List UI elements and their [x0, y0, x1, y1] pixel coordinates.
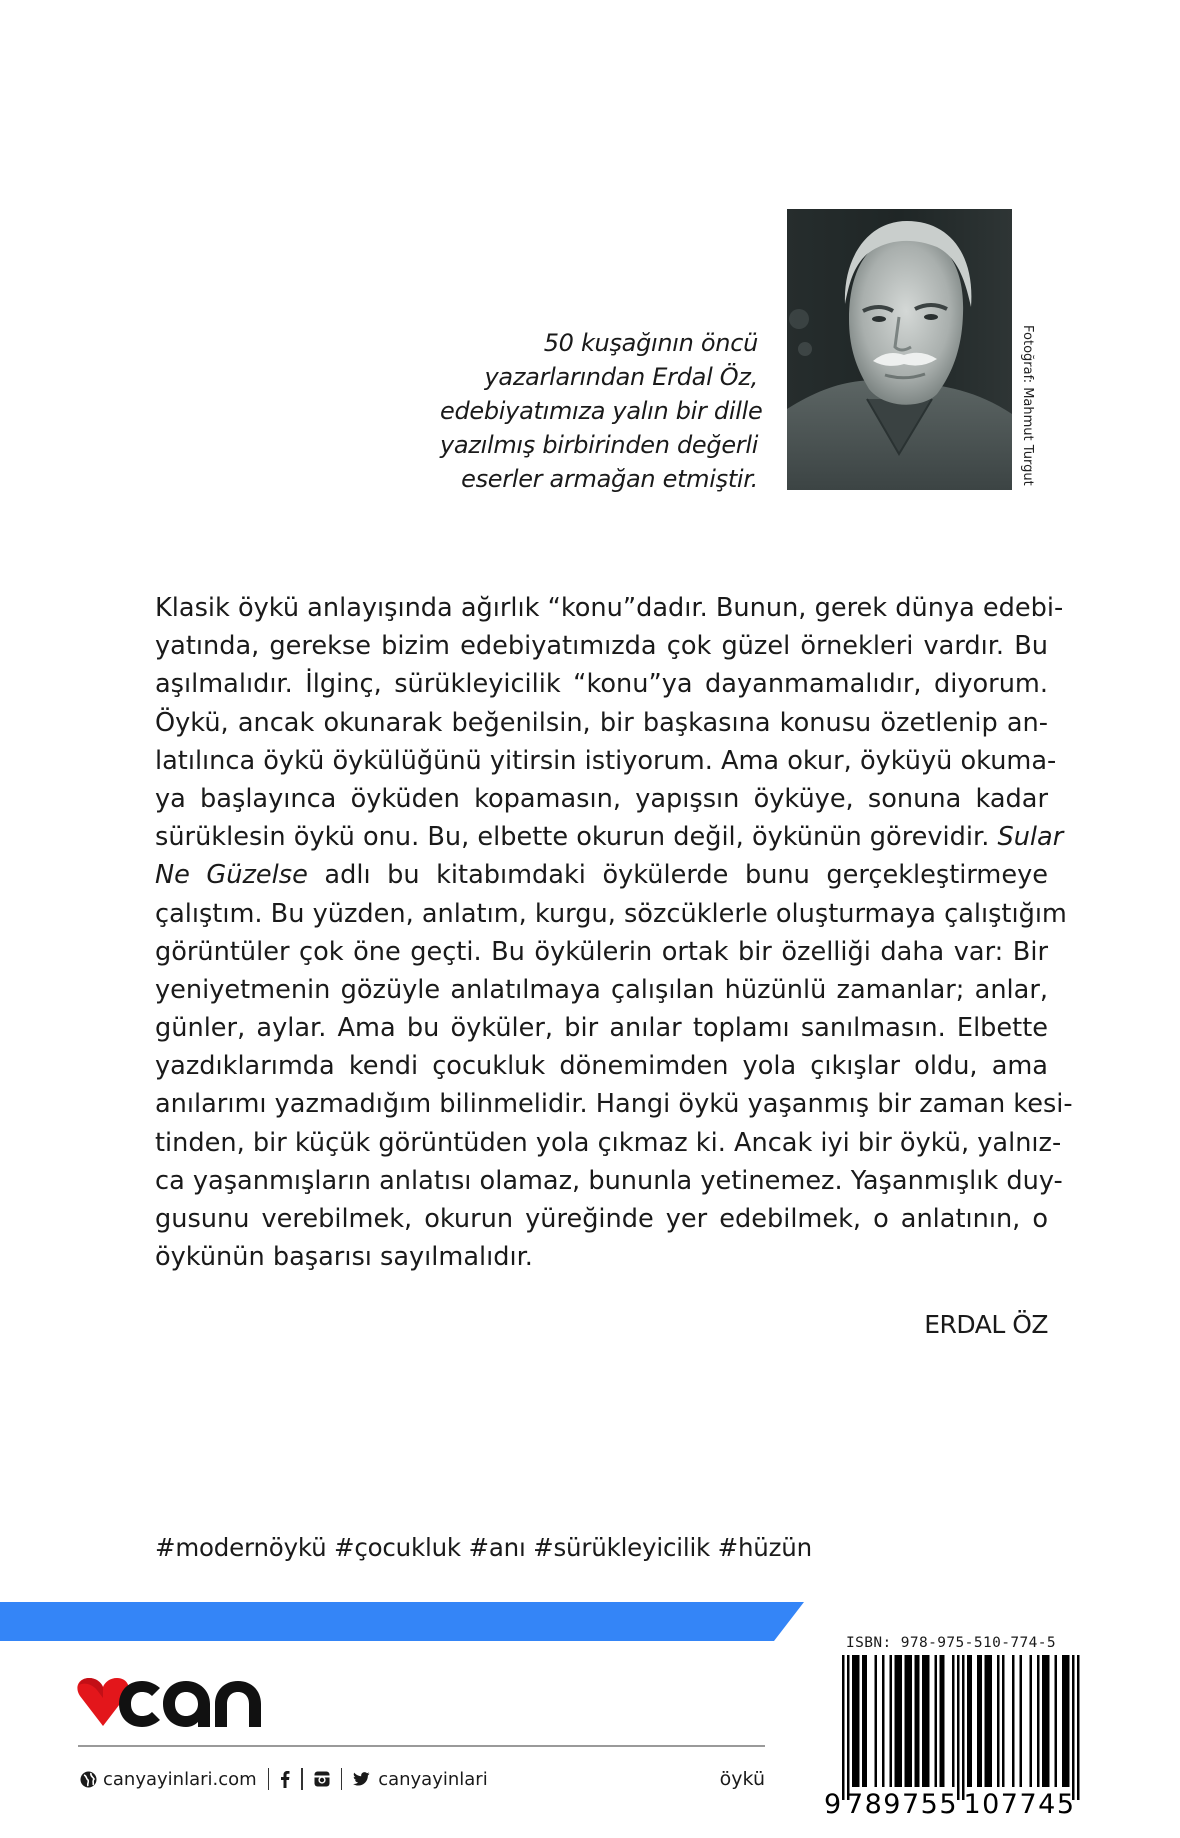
barcode-bar [1020, 1655, 1023, 1787]
barcode-bar [935, 1655, 938, 1787]
body-text: gusunu verebilmek, okurun yüreğinde yer edebilmek, o anlatının, o [155, 1204, 1048, 1234]
barcode-bar [962, 1655, 965, 1800]
separator [268, 1768, 270, 1790]
barcode-bar [910, 1655, 913, 1787]
tagline-line: yazarlarından Erdal Öz, [484, 363, 758, 391]
tagline-line: yazılmış birbirinden değerli [440, 431, 759, 459]
separator [301, 1768, 303, 1790]
body-text: yeniyetmenin gözüyle anlatılmaya çalışılan hüzünlü zamanlar; anlar, [155, 974, 1048, 1005]
body-line [155, 1124, 1062, 1162]
barcode-bar [980, 1655, 983, 1787]
publisher-links [80, 1765, 488, 1793]
barcode-bar [905, 1655, 908, 1787]
barcode-bar [970, 1655, 973, 1787]
barcode-bar [897, 1655, 900, 1787]
body-text: Klasik öykü anlayışında ağırlık “konu”dadır. Bunun, gerek dünya edebi- [155, 593, 1064, 623]
body-line [155, 933, 1048, 971]
globe-icon [80, 1771, 97, 1788]
body-text: anılarımı yazmadığım bilinmelidir. Hangi öykü yaşanmış bir zaman kesi- [155, 1089, 1073, 1120]
accent-stripe [0, 1602, 804, 1641]
barcode-digits-left: 789755 [845, 1789, 959, 1815]
publisher-logo [76, 1676, 276, 1730]
body-line [155, 665, 1048, 703]
body-line [155, 818, 1064, 856]
body-line [155, 589, 1064, 627]
barcode-bar [890, 1655, 893, 1787]
barcode-bar [987, 1655, 990, 1787]
barcode-bar [1037, 1655, 1040, 1787]
barcode-bar [1055, 1655, 1058, 1787]
body-text: Öykü, ancak okunarak beğenilsin, bir başkasına konusu özetlenip an- [155, 707, 1048, 738]
body-text: öykünün başarısı sayılmalıdır. [155, 1242, 533, 1273]
body-text: sürüklesin öykü onu. Bu, elbette okurun değil, öykünün görevidir. [155, 822, 998, 853]
barcode-bar [1002, 1655, 1005, 1787]
barcode-bar [915, 1655, 918, 1787]
barcode-bar [940, 1655, 943, 1787]
body-text: ca yaşanmışların anlatısı olamaz, bununla yetinemez. Yaşanmışlık duy- [155, 1165, 1063, 1196]
body-line [155, 1162, 1063, 1200]
barcode-bar [1042, 1655, 1045, 1787]
barcode-bar [957, 1655, 960, 1800]
back-cover-text [155, 589, 1073, 1276]
barcode-bar [997, 1655, 1000, 1787]
body-line [155, 742, 1057, 780]
barcode-bar [882, 1655, 885, 1787]
body-text: görüntüler çok öne geçti. Bu öykülerin ortak bir özelliği daha var: Bir [155, 936, 1048, 967]
barcode-bar [985, 1655, 988, 1787]
barcode-bar [1065, 1655, 1068, 1787]
genre-label: öykü [719, 1768, 765, 1790]
barcode-bar [952, 1655, 955, 1787]
body-line [155, 1238, 1048, 1276]
body-text: çalıştım. Bu yüzden, anlatım, kurgu, sözcüklerle oluşturmaya çalıştığım [155, 898, 1067, 929]
can-logo-image [76, 1676, 276, 1730]
barcode-bar [977, 1655, 980, 1787]
body-text: tinden, bir küçük görüntüden yola çıkmaz ki. Ancak iyi bir öykü, yalnız- [155, 1127, 1062, 1158]
body-text: latılınca öykü öykülüğünü yitirsin istiyorum. Ama okur, öyküyü okuma- [155, 745, 1057, 776]
barcode-bar [852, 1655, 855, 1787]
author-signature: ERDAL ÖZ [924, 1310, 1048, 1339]
body-text: yatında, gerekse bizim edebiyatımızda çok güzel örnekleri vardır. Bu [155, 631, 1048, 662]
barcode-bar [1077, 1655, 1080, 1800]
isbn-label: ISBN: 978-975-510-774-5 [846, 1635, 1056, 1651]
photo-credit: Fotoğraf: Mahmut Turgut [1020, 325, 1035, 486]
body-line [155, 1047, 1048, 1085]
barcode-bar [900, 1655, 903, 1787]
twitter-icon[interactable] [353, 1772, 370, 1786]
barcode-bar [1062, 1655, 1065, 1787]
barcode-bar [895, 1655, 898, 1787]
barcode-bar [842, 1655, 845, 1800]
can-wordmark [119, 1681, 261, 1727]
barcode-bar [967, 1655, 970, 1787]
barcode-bar [990, 1655, 993, 1787]
barcode-bar [855, 1655, 858, 1787]
body-line [155, 704, 1048, 742]
body-line [155, 780, 1048, 818]
body-text: günler, aylar. Ama bu öyküler, bir anılar toplamı sanılmasın. Elbette [155, 1013, 1048, 1044]
body-line [155, 627, 1048, 665]
barcode-bar [847, 1655, 850, 1800]
barcode-bar [922, 1655, 925, 1787]
isbn-barcode [822, 1655, 1080, 1815]
hashtags: #modernöykü #çocukluk #anı #sürükleyicilik #hüzün [155, 1533, 812, 1562]
barcode-bar [1067, 1655, 1070, 1787]
author-tagline [440, 326, 763, 496]
barcode-bar [917, 1655, 920, 1787]
body-line [155, 971, 1048, 1009]
barcode-digit-first: 9 [824, 1789, 843, 1815]
body-line [155, 856, 1048, 894]
body-text: ya başlayınca öyküden kopamasın, yapışsın öyküye, sonuna kadar [155, 783, 1048, 814]
barcode-bar [1047, 1655, 1050, 1787]
barcode-bar [1045, 1655, 1048, 1787]
tagline-line: edebiyatımıza yalın bir dille [440, 397, 763, 425]
twitter-handle[interactable]: canyayinlari [378, 1768, 488, 1790]
barcode-bar [925, 1655, 928, 1787]
website-link[interactable]: canyayinlari.com [103, 1768, 257, 1790]
facebook-icon[interactable] [280, 1770, 290, 1788]
body-line [155, 1200, 1048, 1238]
barcode-digits-right: 107745 [963, 1789, 1076, 1815]
separator [341, 1768, 343, 1790]
barcode-bar [857, 1655, 860, 1787]
book-title-italic: Ne Güzelse [155, 860, 308, 891]
barcode-bar [1012, 1655, 1015, 1787]
barcode-bar [942, 1655, 945, 1787]
body-line [155, 1085, 1073, 1123]
instagram-icon[interactable] [314, 1771, 330, 1787]
barcode-bar [875, 1655, 878, 1787]
barcode-bar [862, 1655, 865, 1787]
author-photo [787, 209, 1012, 490]
barcode-bar [927, 1655, 930, 1787]
barcode-bar [1072, 1655, 1075, 1800]
body-text: adlı bu kitabımdaki öykülerde bunu gerçekleştirmeye [307, 860, 1048, 891]
tagline-line: eserler armağan etmiştir. [461, 465, 758, 493]
barcode-bar [865, 1655, 868, 1787]
footer-divider [78, 1745, 765, 1747]
book-title-italic: Sular [997, 822, 1064, 853]
body-line [155, 1009, 1048, 1047]
author-portrait-image [787, 209, 1012, 490]
barcode-bar [907, 1655, 910, 1787]
body-text: aşılmalıdır. İlginç, sürükleyicilik “konu”ya dayanmamalıdır, diyorum. [155, 669, 1048, 700]
body-line [155, 895, 1067, 933]
barcode-bar [1030, 1655, 1033, 1787]
body-text: yazdıklarımda kendi çocukluk dönemimden yola çıkışlar oldu, ama [155, 1051, 1048, 1082]
tagline-line: 50 kuşağının öncü [543, 329, 758, 357]
